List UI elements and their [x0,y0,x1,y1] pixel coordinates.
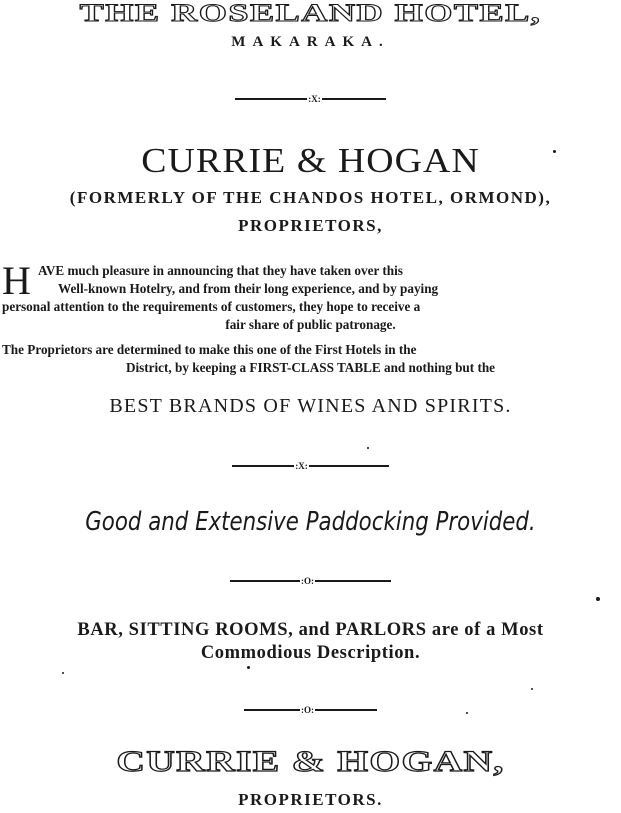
print-speck [553,150,556,153]
drop-cap: H [2,258,31,303]
footer-firm-name: CURRIE & HOGAN, [116,745,505,778]
announcement-line: Well-known Hotelry, and from their long experience, and by paying [58,281,439,296]
announcement-line: AVE much pleasure in announcing that they have taken over this [38,263,403,278]
paddocking-notice: Good and Extensive Paddocking Provided. [85,507,536,537]
print-speck [531,688,533,690]
ornamental-divider [0,460,621,471]
announcement-line: fair share of public patronage. [225,317,396,332]
determination-line: The Proprietors are determined to make this one of the First Hotels in the [2,342,417,357]
divider-mark: :X: [295,460,308,471]
ornamental-divider [0,704,621,715]
divider-mark: :O: [301,575,314,586]
rooms-line: Commodious Description. [200,643,421,663]
ornamental-divider [0,93,621,104]
announcement-line: personal attention to the requirements of customers, they hope to receive a [2,299,421,314]
print-speck [62,672,64,674]
footer-proprietors: PROPRIETORS. [238,790,383,809]
proprietors-label: PROPRIETORS, [238,216,383,235]
hotel-title: THE ROSELAND HOTEL, [79,0,542,27]
print-speck [466,712,468,714]
firm-name: CURRIE & HOGAN [141,141,480,180]
divider-mark: :X: [308,93,321,104]
brands-heading: BEST BRANDS OF WINES AND SPIRITS. [109,395,512,417]
print-speck [367,447,369,449]
print-speck [596,597,600,601]
divider-mark: :O: [301,704,314,715]
rooms-line: BAR, SITTING ROOMS, and PARLORS are of a Most [77,620,544,640]
print-speck [247,666,250,669]
hotel-location: MAKARAKA. [231,34,390,50]
formerly-note: (FORMERLY OF THE CHANDOS HOTEL, ORMOND), [69,188,552,207]
determination-line: District, by keeping a FIRST-CLASS TABLE and nothing but the [125,360,496,375]
ornamental-divider [0,575,621,586]
